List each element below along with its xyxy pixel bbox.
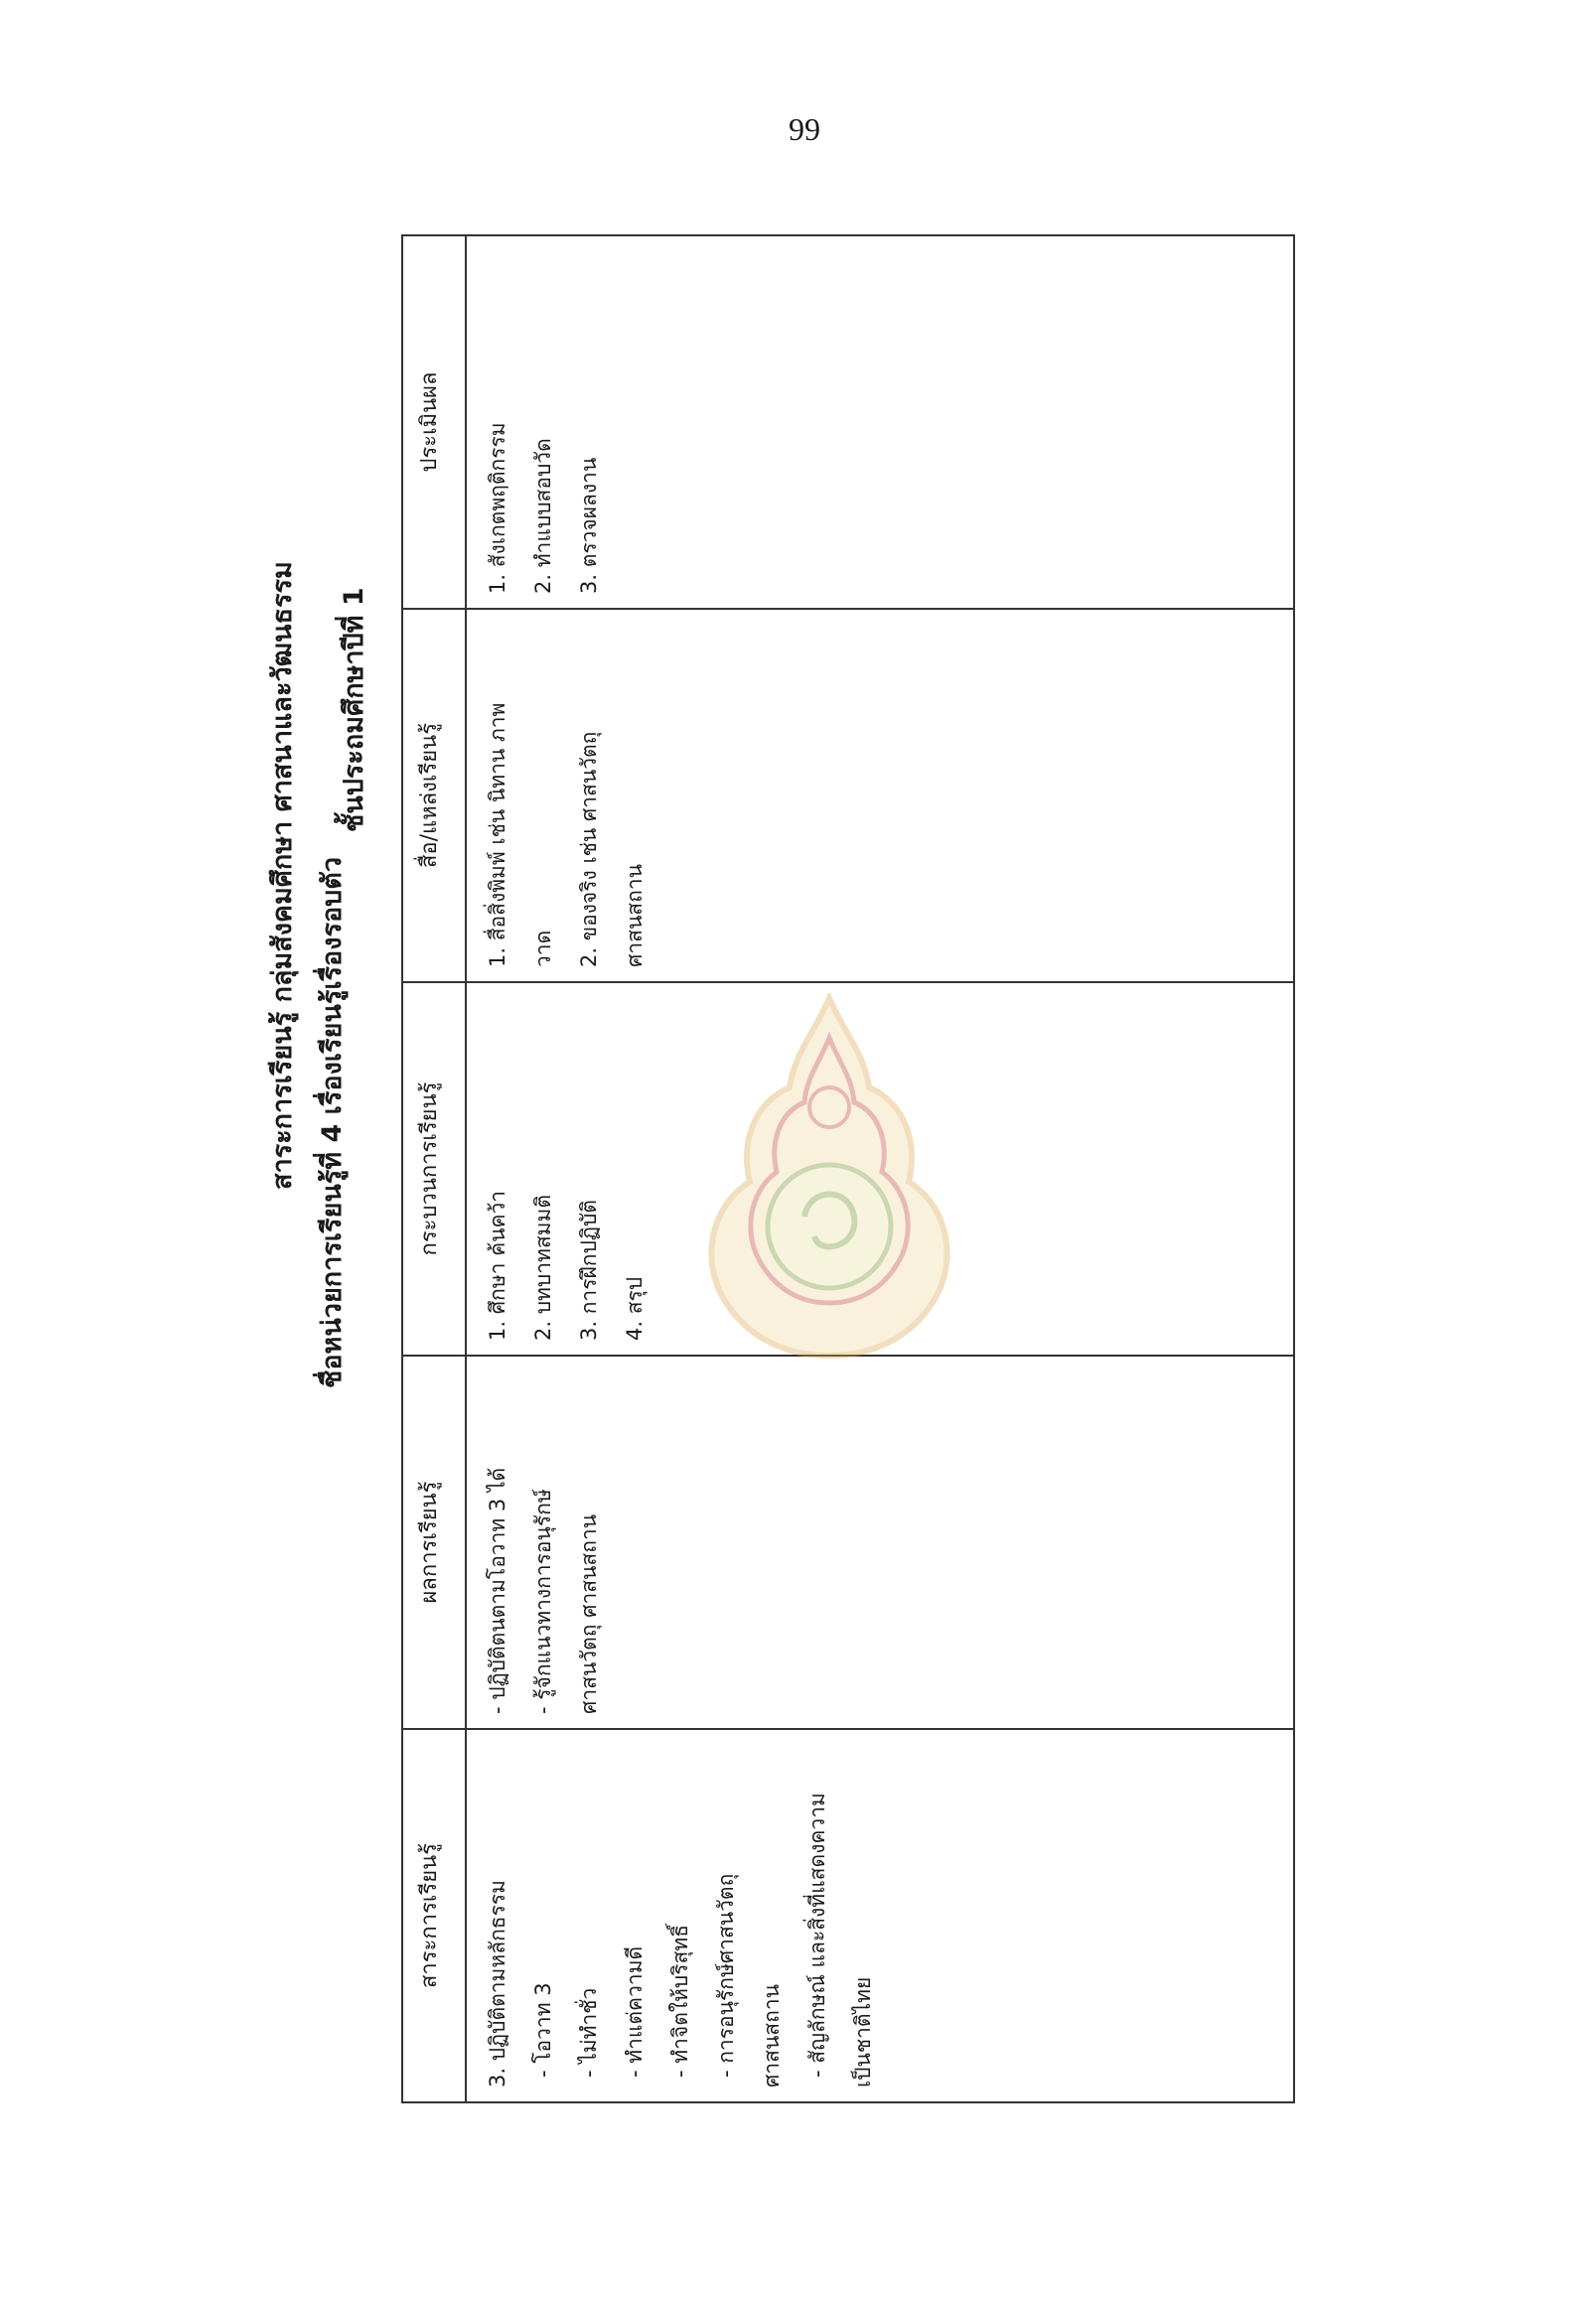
header-learning-process: กระบวนการเรียนรู้ — [402, 982, 466, 1356]
process-line: 2. บทบาทสมมติ — [531, 1195, 555, 1341]
heading-unit-name: ชื่อหน่วยการเรียนรู้ที่ 4 เรื่องเรียนรู้เรื่องรอบตัว — [317, 856, 348, 1388]
document-heading — [252, 236, 401, 2103]
content-line: - ทำแต่ความดี — [623, 1945, 647, 2078]
assessment-line: 3. ตรวจผลงาน — [577, 457, 601, 594]
media-line: วาด — [531, 930, 555, 967]
table-header-row — [402, 235, 466, 2102]
outcome-line: ศาสนวัตถุ ศาสนสถาน — [577, 1513, 601, 1714]
media-line: 1. สื่อสิ่งพิมพ์ เช่น นิทาน ภาพ — [486, 702, 509, 967]
outcome-line: - รู้จักแนวทางการอนุรักษ์ — [531, 1489, 555, 1714]
media-line: ศาสนสถาน — [623, 864, 647, 967]
heading-grade-level: ชั้นประถมศึกษาปีที่ 1 — [339, 587, 369, 832]
outcome-line: - ปฏิบัติตนตามโอวาท 3 ได้ — [486, 1467, 509, 1714]
content-line: เป็นชาติไทย — [851, 1976, 875, 2087]
header-learning-outcomes: ผลการเรียนรู้ — [402, 1356, 466, 1729]
content-line: 3. ปฏิบัติตามหลักธรรม — [486, 1879, 509, 2087]
assessment-cell — [466, 235, 1294, 609]
content-line: - โอวาท 3 — [531, 1982, 555, 2078]
process-line: 3. การฝึกปฏิบัติ — [577, 1200, 601, 1341]
assessment-line: 1. สังเกตพฤติกรรม — [486, 422, 509, 594]
media-cell — [466, 609, 1294, 982]
process-line: 1. ศึกษา ค้นคว้า — [486, 1190, 509, 1341]
header-content: สาระการเรียนรู้ — [402, 1729, 466, 2102]
outcomes-cell — [466, 1356, 1294, 1729]
watermark-seal-icon — [695, 993, 963, 1361]
heading-subject-group: สาระการเรียนรู้ กลุ่มสังคมศึกษา ศาสนาและวัฒนธรรม — [267, 561, 298, 1190]
content-line: - ไม่ทำชั่ว — [577, 1987, 601, 2078]
header-assessment: ประเมินผล — [402, 235, 466, 609]
page-number: 99 — [789, 111, 820, 147]
content-cell — [466, 1729, 1294, 2102]
process-line: 4. สรุป — [623, 1276, 647, 1341]
media-line: 2. ของจริง เช่น ศาสนวัตถุ — [577, 731, 601, 967]
content-line: - ทำจิตให้บริสุทธิ์ — [668, 1924, 692, 2078]
content-line: - การอนุรักษ์ศาสนวัตถุ — [714, 1873, 738, 2078]
content-line: ศาสนสถาน — [760, 1984, 784, 2087]
content-line: - สัญลักษณ์ และสิ่งที่แสดงความ — [805, 1793, 829, 2078]
assessment-line: 2. ทำแบบสอบวัด — [531, 438, 555, 594]
header-media-sources: สื่อ/แหล่งเรียนรู้ — [402, 609, 466, 982]
